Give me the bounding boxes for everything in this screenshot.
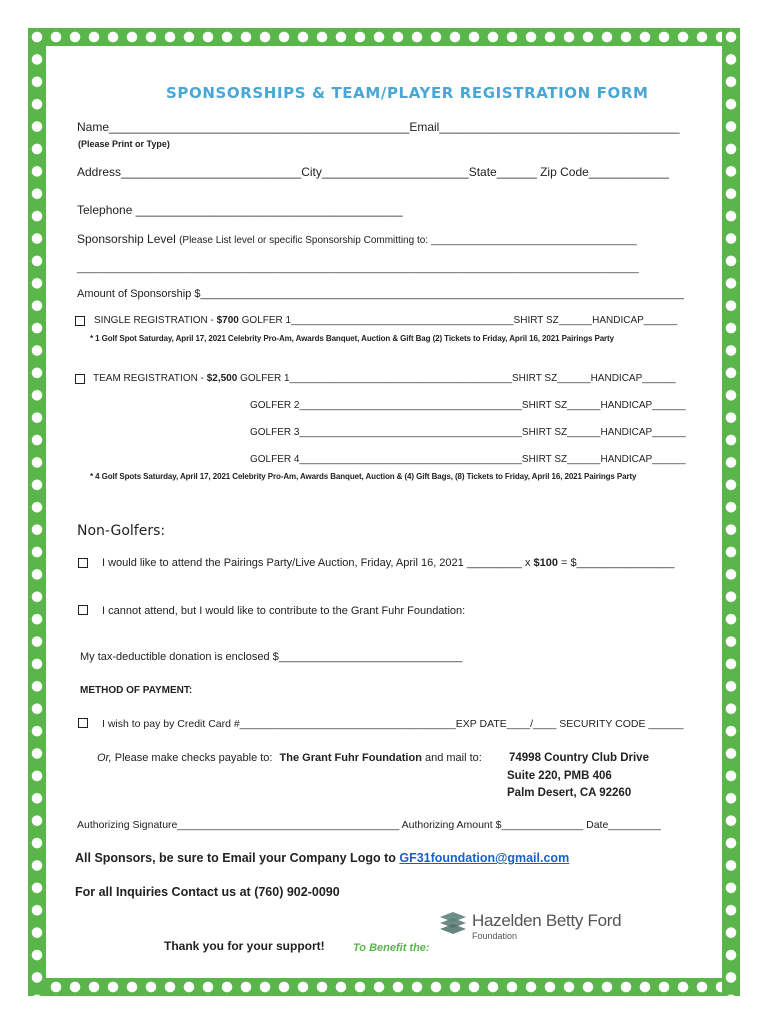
single-registration-row [94,314,677,328]
donation-field[interactable]: My tax-deductible donation is enclosed $______________________________ [80,651,463,663]
single-golfer-field[interactable]: GOLFER 1________________________________________SHIRT SZ______HANDICAP______ [238,315,678,326]
single-registration-price: $700 [216,315,239,326]
mail-to-text: and mail to: [421,752,482,764]
team-registration-label: TEAM REGISTRATION - [93,373,207,384]
golf-ball-border-right [722,28,740,996]
checks-text: Please make checks payable to: [111,752,273,764]
logo-notice-text: All Sponsors, be sure to Email your Company Logo to [75,851,400,865]
team-golfer2-field[interactable]: GOLFER 2________________________________________SHIRT SZ______HANDICAP______ [250,400,686,411]
team-registration-note: * 4 Golf Spots Saturday, April 17, 2021 Celebrity Pro-Am, Awards Banquet, Auction & (4) Gift Bags, (8) Tickets to Friday, April 16, 2021 Pairings Party [90,472,637,481]
team-registration-checkbox[interactable] [75,374,85,384]
golf-ball-border-top [28,28,740,46]
logo-name: Hazelden Betty Ford [472,911,622,930]
credit-card-field[interactable]: I wish to pay by Credit Card #_____________________________________EXP DATE____/____ SECURITY CODE ______ [102,718,684,730]
contribute-text: I cannot attend, but I would like to contribute to the Grant Fuhr Foundation: [102,605,466,617]
golf-ball-border-bottom [28,978,740,996]
sponsorship-level-field[interactable] [77,232,637,248]
telephone-field[interactable]: Telephone ________________________________________ [77,203,403,217]
signature-field[interactable]: Authorizing Signature______________________________________ Authorizing Amount $______________ Date_________ [77,819,661,831]
attend-party-text[interactable]: I would like to attend the Pairings Party/Live Auction, Friday, April 16, 2021 _________ x [102,557,534,569]
address-field[interactable]: Address___________________________City______________________State______ Zip Code____________ [77,165,669,179]
name-email-field[interactable]: Name_____________________________________________Email____________________________________ [77,120,680,134]
attend-party-price: $100 [533,557,558,569]
single-registration-checkbox[interactable] [75,316,85,326]
mail-address-line2: Suite 220, PMB 406 [507,770,612,782]
team-registration-row [93,372,676,386]
attend-party-total[interactable]: = $________________ [558,557,675,569]
payment-heading: METHOD OF PAYMENT: [80,685,193,696]
print-note: (Please Print or Type) [78,139,170,149]
mail-address-line1: 74998 Country Club Drive [509,752,649,764]
mail-address-line3: Palm Desert, CA 92260 [507,787,632,799]
attend-party-checkbox[interactable] [78,558,88,568]
thank-you-text: Thank you for your support! [164,939,325,953]
hazelden-betty-ford-logo [438,909,622,945]
inquiries-text: For all Inquiries Contact us at (760) 902-0090 [75,885,340,899]
non-golfers-heading: Non-Golfers: [77,523,166,539]
form-title: SPONSORSHIPS & TEAM/PLAYER REGISTRATION FORM [166,84,649,102]
contribute-checkbox[interactable] [78,605,88,615]
checks-instructions [97,751,482,765]
team-registration-price: $2,500 [206,373,238,384]
hazelden-leaf-icon [438,911,468,937]
email-link[interactable]: GF31foundation@gmail.com [399,851,570,865]
team-golfer1-field[interactable]: GOLFER 1________________________________________SHIRT SZ______HANDICAP______ [237,373,676,384]
golf-ball-border-left [28,28,46,996]
credit-card-checkbox[interactable] [78,718,88,728]
sponsorship-blank-line[interactable]: _____________________________________________________________________________________________________ [77,263,639,274]
logo-notice [75,851,569,865]
checks-or: Or, [97,752,112,764]
team-golfer3-field[interactable]: GOLFER 3________________________________________SHIRT SZ______HANDICAP______ [250,427,686,438]
team-golfer4-field[interactable]: GOLFER 4________________________________________SHIRT SZ______HANDICAP______ [250,454,686,465]
sponsorship-level-label: Sponsorship Level [77,232,176,246]
sponsorship-level-instructions: (Please List level or specific Sponsorship Committing to: _____________________________________ [179,235,637,246]
logo-sub: Foundation [472,931,518,941]
to-benefit-text: To Benefit the: [353,942,430,954]
foundation-name: The Grant Fuhr Foundation [279,752,422,764]
single-registration-note: * 1 Golf Spot Saturday, April 17, 2021 Celebrity Pro-Am, Awards Banquet, Auction & Gift Bag (2) Tickets to Friday, April 16, 2021 Pairings Party [90,334,614,343]
sponsorship-amount-field[interactable]: Amount of Sponsorship $_______________________________________________________________________________ [77,288,684,300]
single-registration-label: SINGLE REGISTRATION - [94,315,217,326]
attend-party-row [102,556,675,570]
